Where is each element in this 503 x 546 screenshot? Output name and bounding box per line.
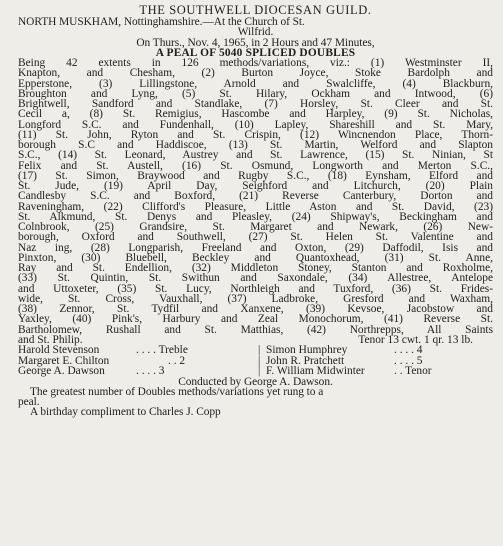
ringer-bell: . . . . 3 [136, 365, 165, 378]
date-line: On Thurs., Nov. 4, 1965, in 2 Hours and 47 Minutes, [136, 36, 375, 49]
methods-line: (11) St. John, Ryton and St. Crispin, (12) Wincnendon Place, Thorn- [18, 128, 493, 141]
methods-line: Ray and St. Endellion, (32) Middleton Stoney, Stanton and Roxholme, [18, 262, 493, 275]
ringer-name: Margaret E. Chilton [18, 354, 110, 367]
ringer-bell: . . . . 4 [394, 344, 423, 357]
location-line: NORTH MUSKHAM, Nottinghamshire.—At the Church of St. [18, 16, 305, 28]
methods-line: (33) St. Quintin, St. Swithun and Saxondale, (34) Allestree, Antelope [18, 272, 493, 285]
ringer-row: Margaret E. Chilton . . 2 | John R. Pratchett . . . . 5 [18, 354, 423, 367]
methods-line: borough, Oxford and Southwell, (27) St. Helen St. Valentine and [18, 231, 493, 244]
ringer-row: Harold Stevenson . . . . Treble | Simon Humphrey . . . . 4 [18, 344, 423, 357]
footnote-greatest-number-continued: peal. [18, 396, 40, 409]
methods-line: Candlesby S.C. and Boxford, (21) Reverse Canterbury, Dorton and [18, 190, 493, 203]
methods-line: wide, St. Cross, Vauxhall, (37) Ladbroke, Gresford and Waxham, [18, 292, 493, 305]
guild-title: THE SOUTHWELL DIOCESAN GUILD. [139, 3, 372, 17]
methods-line: Broughton and Lyng, (5) St. Hilary, Ockham and Intwood, (6) [18, 87, 493, 100]
methods-line: Epperstone, (3) Lillingstone, Arnold and Swalcliffe, (4) Blackburn, [18, 77, 493, 90]
methods-line: St. Alkmund, St. Denys and Pleasley, (24) Shipway's, Beckingham and [18, 210, 493, 223]
ringer-name: George A. Dawson [18, 365, 105, 378]
ringer-name: F. William Midwinter [266, 365, 365, 378]
ringer-bell: . . . . Treble [136, 344, 188, 357]
methods-line: Cecil a, (8) St. Remigius, Hascombe and Harpley, (9) St. Nicholas, [18, 108, 493, 121]
methods-line: Being 42 extents in 126 methods/variations, viz.: (1) Westminster II, [18, 57, 493, 70]
ringer-name: Simon Humphrey [266, 344, 348, 357]
ringer-bell: . . Tenor [394, 365, 432, 378]
ringer-name: John R. Pratchett [266, 354, 345, 367]
location-line-continued: Wilfrid. [237, 26, 274, 39]
methods-line: Knapton, and Chesham, (2) Burton Joyce, Stoke Bardolph and [18, 67, 493, 80]
methods-line: Pinxton, (30) Bluebell, Beckley and Quantoxhead, (31) St. Anne, [18, 251, 493, 264]
methods-line: (38) Zennor, St. Tydfil and Xanxene, (39) Kevsoe, Jacobstow and [18, 303, 493, 316]
ringer-row: George A. Dawson . . . . 3 | F. William Midwinter . . Tenor [18, 365, 432, 378]
last-method-text: and St. Philip. [18, 333, 83, 346]
methods-line: Naz ing, (28) Longparish, Freeland and Oxton, (29) Daffodil, Isis and [18, 241, 493, 254]
methods-line: Raveningham, (22) Clifford's Pleasure, Little Aston and St. David, (23) [18, 200, 493, 213]
methods-line: (17) St. Simon, Braywood and Rugby S.C., (18) Eynsham, Elford and [18, 169, 493, 182]
ringer-bell: . . . . 5 [394, 354, 423, 367]
methods-line: Bartholomew, Rushall and St. Matthias, (42) Northrepps, All Saints [18, 323, 493, 336]
ringer-name: Harold Stevenson [18, 344, 100, 357]
methods-line: and Uttoxeter, (35) St. Lucy, Northleigh and Tuxford, (36) St. Frides- [18, 282, 493, 295]
peal-heading: A PEAL OF 5040 SPLICED DOUBLES [155, 46, 356, 59]
methods-line: Felix and St. Austell, (16) St. Osmund, Longworth and Merton S.C., [18, 159, 493, 172]
conductor-line: Conducted by George A. Dawson. [178, 375, 333, 388]
methods-line: Colnbrook, (25) Grandsire, St. Margaret and Newark, (26) New- [18, 221, 493, 234]
methods-line: St. Jude, (19) April Day, Seighford and Litchurch, (20) Plain [18, 180, 493, 193]
tenor-weight: Tenor 13 cwt. 1 qr. 13 lb. [358, 333, 473, 346]
footnote-greatest-number: The greatest number of Doubles methods/variations yet rung to a [30, 385, 324, 398]
methods-line: Yaxley, (40) Pink's, Harbury and Zeal Monochorum, (41) Reverse St. [18, 313, 493, 326]
ringer-bell: . . 2 [168, 354, 186, 367]
footnote-birthday: A birthday compliment to Charles J. Copp [30, 406, 221, 419]
methods-line: Longford S.C. and Fundenhall, (10) Lapley, Shareshill and St. Mary, [18, 118, 493, 131]
methods-line: Brightwell, Sandford and Standlake, (7) Horsley, St. Cleer and St. [18, 98, 493, 111]
methods-line: S.C., (14) St. Leonard, Austrey and St. Lawrence, (15) St. Ninian, St [18, 149, 493, 162]
methods-paragraph [18, 58, 493, 335]
methods-line: borough S.C and Haddiscoe, (13) St. Martin, Welford and Slapton [18, 139, 493, 152]
